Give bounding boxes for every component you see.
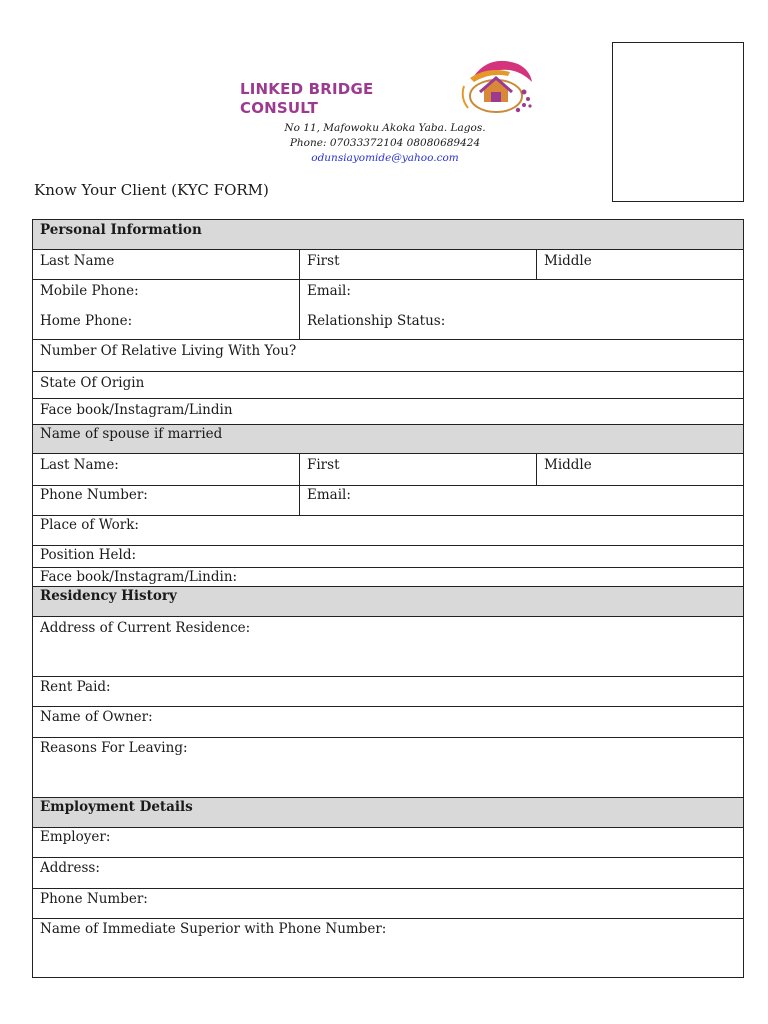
field-label: State Of Origin — [40, 375, 145, 391]
row-current-address[interactable] — [32, 617, 744, 677]
row-spouse-name — [32, 454, 744, 486]
row-employer-phone[interactable] — [32, 889, 744, 919]
section-heading: Personal Information — [40, 222, 202, 238]
field-label: Address of Current Residence: — [40, 620, 251, 636]
field-label: First — [307, 457, 340, 473]
field-label: Email: — [307, 487, 351, 503]
field-label: Phone Number: — [40, 891, 148, 907]
row-owner-name[interactable] — [32, 707, 744, 738]
field-label: Middle — [544, 457, 592, 473]
field-label: Mobile Phone: — [40, 283, 139, 299]
company-contact — [250, 121, 520, 166]
last-name-field[interactable] — [33, 250, 299, 279]
spouse-phone-field[interactable] — [33, 486, 299, 515]
company-name-line1: LINKED BRIDGE — [240, 80, 374, 98]
section-personal-information — [32, 219, 744, 250]
field-label: Name of Immediate Superior with Phone Number: — [40, 921, 387, 937]
company-name — [240, 80, 410, 118]
section-residency-history — [32, 587, 744, 617]
email-relationship-fields[interactable] — [299, 280, 743, 339]
field-label: Face book/Instagram/Lindin: — [40, 569, 238, 585]
field-label: Phone Number: — [40, 487, 148, 503]
row-state-of-origin[interactable] — [32, 372, 744, 399]
company-address: No 11, Mafowoku Akoka Yaba. Lagos. — [284, 122, 486, 134]
row-employer-address[interactable] — [32, 858, 744, 889]
row-social-media[interactable] — [32, 399, 744, 425]
section-heading: Name of spouse if married — [40, 426, 223, 442]
field-label: Last Name: — [40, 457, 119, 473]
passport-photo-box[interactable] — [612, 42, 744, 202]
field-label: First — [307, 253, 340, 269]
field-label: Middle — [544, 253, 592, 269]
field-label: Name of Owner: — [40, 709, 153, 725]
middle-name-field[interactable] — [536, 250, 743, 279]
company-email[interactable]: odunsiayomide@yahoo.com — [311, 152, 459, 164]
field-label: Number Of Relative Living With You? — [40, 343, 297, 359]
field-label: Place of Work: — [40, 517, 139, 533]
field-label: Email: — [307, 283, 351, 299]
spouse-first-name-field[interactable] — [299, 454, 536, 485]
section-employment-details — [32, 798, 744, 828]
row-rent-paid[interactable] — [32, 677, 744, 707]
row-relatives[interactable] — [32, 340, 744, 372]
field-label: Home Phone: — [40, 313, 133, 329]
row-spouse-position[interactable] — [32, 546, 744, 568]
row-spouse-place-of-work[interactable] — [32, 516, 744, 546]
field-label: Face book/Instagram/Lindin — [40, 402, 233, 418]
row-spouse-contact — [32, 486, 744, 516]
spouse-last-name-field[interactable] — [33, 454, 299, 485]
row-immediate-superior[interactable] — [32, 919, 744, 978]
spouse-email-field[interactable] — [299, 486, 743, 515]
kyc-form-table — [32, 219, 744, 978]
section-spouse — [32, 425, 744, 454]
field-label: Position Held: — [40, 547, 137, 563]
row-spouse-social[interactable] — [32, 568, 744, 587]
row-phones — [32, 280, 744, 340]
company-phone: Phone: 07033372104 08080689424 — [289, 137, 481, 149]
row-name — [32, 250, 744, 280]
company-logo — [460, 54, 536, 124]
field-label: Address: — [40, 860, 100, 876]
field-label: Relationship Status: — [307, 313, 446, 329]
phone-fields[interactable] — [33, 280, 299, 339]
section-heading: Employment Details — [40, 799, 193, 815]
row-employer[interactable] — [32, 828, 744, 858]
field-label: Last Name — [40, 253, 115, 269]
form-title: Know Your Client (KYC FORM) — [34, 181, 269, 199]
spouse-middle-name-field[interactable] — [536, 454, 743, 485]
field-label: Rent Paid: — [40, 679, 111, 695]
section-heading: Residency History — [40, 588, 177, 604]
field-label: Employer: — [40, 829, 111, 845]
row-reasons-for-leaving[interactable] — [32, 738, 744, 798]
first-name-field[interactable] — [299, 250, 536, 279]
field-label: Reasons For Leaving: — [40, 740, 188, 756]
company-name-line2: CONSULT — [240, 99, 319, 117]
